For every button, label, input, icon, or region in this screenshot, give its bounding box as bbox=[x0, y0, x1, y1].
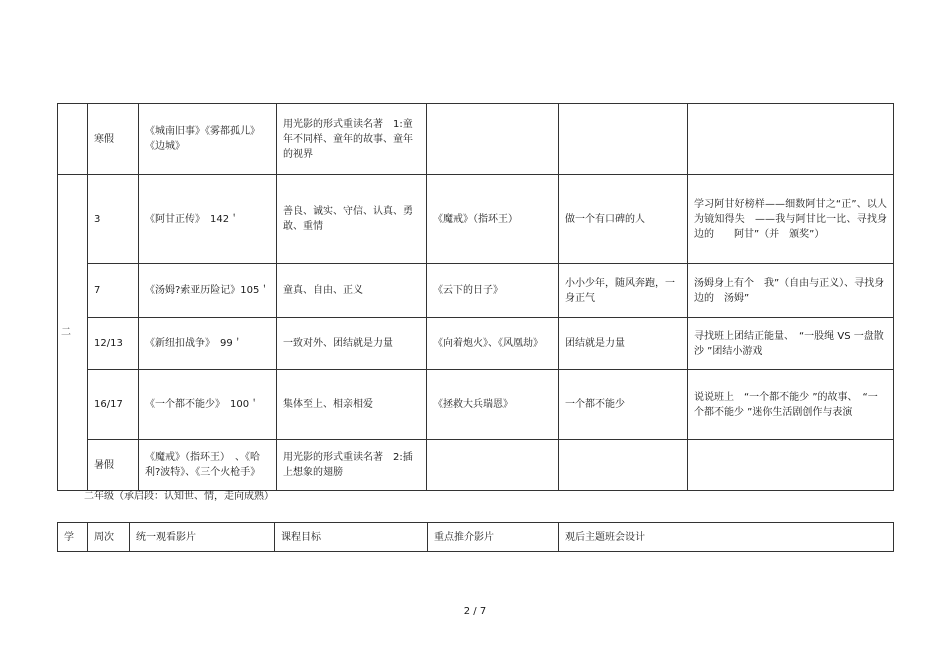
period-cell: 12/13 bbox=[88, 318, 139, 370]
theme-cell: 小小少年，随风奔跑，一身正气 bbox=[559, 264, 688, 318]
recommended-cell: 《拯救大兵瑞恩》 bbox=[427, 370, 559, 440]
films-cell: 《新纽扣战争》 99＇ bbox=[139, 318, 277, 370]
goal-cell: 集体至上、相亲相爱 bbox=[277, 370, 427, 440]
recommended-cell: 《魔戒》（指环王） bbox=[427, 175, 559, 264]
header-semester: 学 bbox=[58, 523, 88, 552]
header-films: 统一观看影片 bbox=[130, 523, 275, 552]
period-cell: 16/17 bbox=[88, 370, 139, 440]
table-row bbox=[58, 264, 894, 318]
theme-cell: 团结就是力量 bbox=[559, 318, 688, 370]
theme-cell: 一个都不能少 bbox=[559, 370, 688, 440]
goal-cell: 用光影的形式重读名著 2:插上想象的翅膀 bbox=[277, 440, 427, 491]
theme-cell: 做一个有口碑的人 bbox=[559, 175, 688, 264]
recommended-cell bbox=[427, 440, 559, 491]
curriculum-table bbox=[57, 103, 894, 491]
recommended-cell bbox=[427, 104, 559, 175]
design-cell: 寻找班上团结正能量、 “一股绳 VS 一盘散沙 ”团结小游戏 bbox=[688, 318, 894, 370]
theme-cell bbox=[559, 104, 688, 175]
design-cell: 汤姆身上有个 我”（自由与正义）、寻找身边的 汤姆” bbox=[688, 264, 894, 318]
films-cell: 《汤姆?索亚历险记》105＇ bbox=[139, 264, 277, 318]
table-row bbox=[58, 370, 894, 440]
header-design: 观后主题班会设计 bbox=[559, 523, 894, 552]
recommended-cell: 《云下的日子》 bbox=[427, 264, 559, 318]
films-cell: 《阿甘正传》 142＇ bbox=[139, 175, 277, 264]
design-cell: 学习阿甘好榜样——细数阿甘之“正”、以人为镜知得失 ——我与阿甘比一比、寻找身边的 阿甘”（并 颁奖”） bbox=[688, 175, 894, 264]
period-cell: 暑假 bbox=[88, 440, 139, 491]
period-cell: 寒假 bbox=[88, 104, 139, 175]
design-cell bbox=[688, 104, 894, 175]
goal-cell: 一致对外、团结就是力量 bbox=[277, 318, 427, 370]
films-cell: 《魔戒》（指环王） 、《哈利?波特》、《三个火枪手》 bbox=[139, 440, 277, 491]
theme-cell bbox=[559, 440, 688, 491]
films-cell: 《一个都不能少》 100＇ bbox=[139, 370, 277, 440]
table-header-row bbox=[58, 523, 894, 552]
semester-cell: 二 bbox=[58, 175, 88, 491]
recommended-cell: 《向着炮火》、《风凰劫》 bbox=[427, 318, 559, 370]
goal-cell: 善良、诚实、守信、认真、勇敢、重情 bbox=[277, 175, 427, 264]
page-number: 2 / 7 bbox=[463, 606, 487, 617]
table-row bbox=[58, 318, 894, 370]
table-row bbox=[58, 104, 894, 175]
semester-cell bbox=[58, 104, 88, 175]
header-recommended: 重点推介影片 bbox=[428, 523, 559, 552]
period-cell: 3 bbox=[88, 175, 139, 264]
header-week: 周次 bbox=[88, 523, 130, 552]
films-cell: 《城南旧事》《雾都孤儿》《边城》 bbox=[139, 104, 277, 175]
goal-cell: 用光影的形式重读名著 1:童年不同样、童年的故事、童年的视界 bbox=[277, 104, 427, 175]
header-goal: 课程目标 bbox=[275, 523, 428, 552]
design-cell bbox=[688, 440, 894, 491]
period-cell: 7 bbox=[88, 264, 139, 318]
design-cell: 说说班上 “一个都不能少 ”的故事、 “一个都不能少 ”迷你生活剧创作与表演 bbox=[688, 370, 894, 440]
table-row bbox=[58, 175, 894, 264]
grade-caption: 二年级（承启段：认知世、情，走向成熟） bbox=[84, 491, 274, 502]
grade-two-header-table bbox=[57, 522, 894, 552]
table-row bbox=[58, 440, 894, 491]
goal-cell: 童真、自由、正义 bbox=[277, 264, 427, 318]
